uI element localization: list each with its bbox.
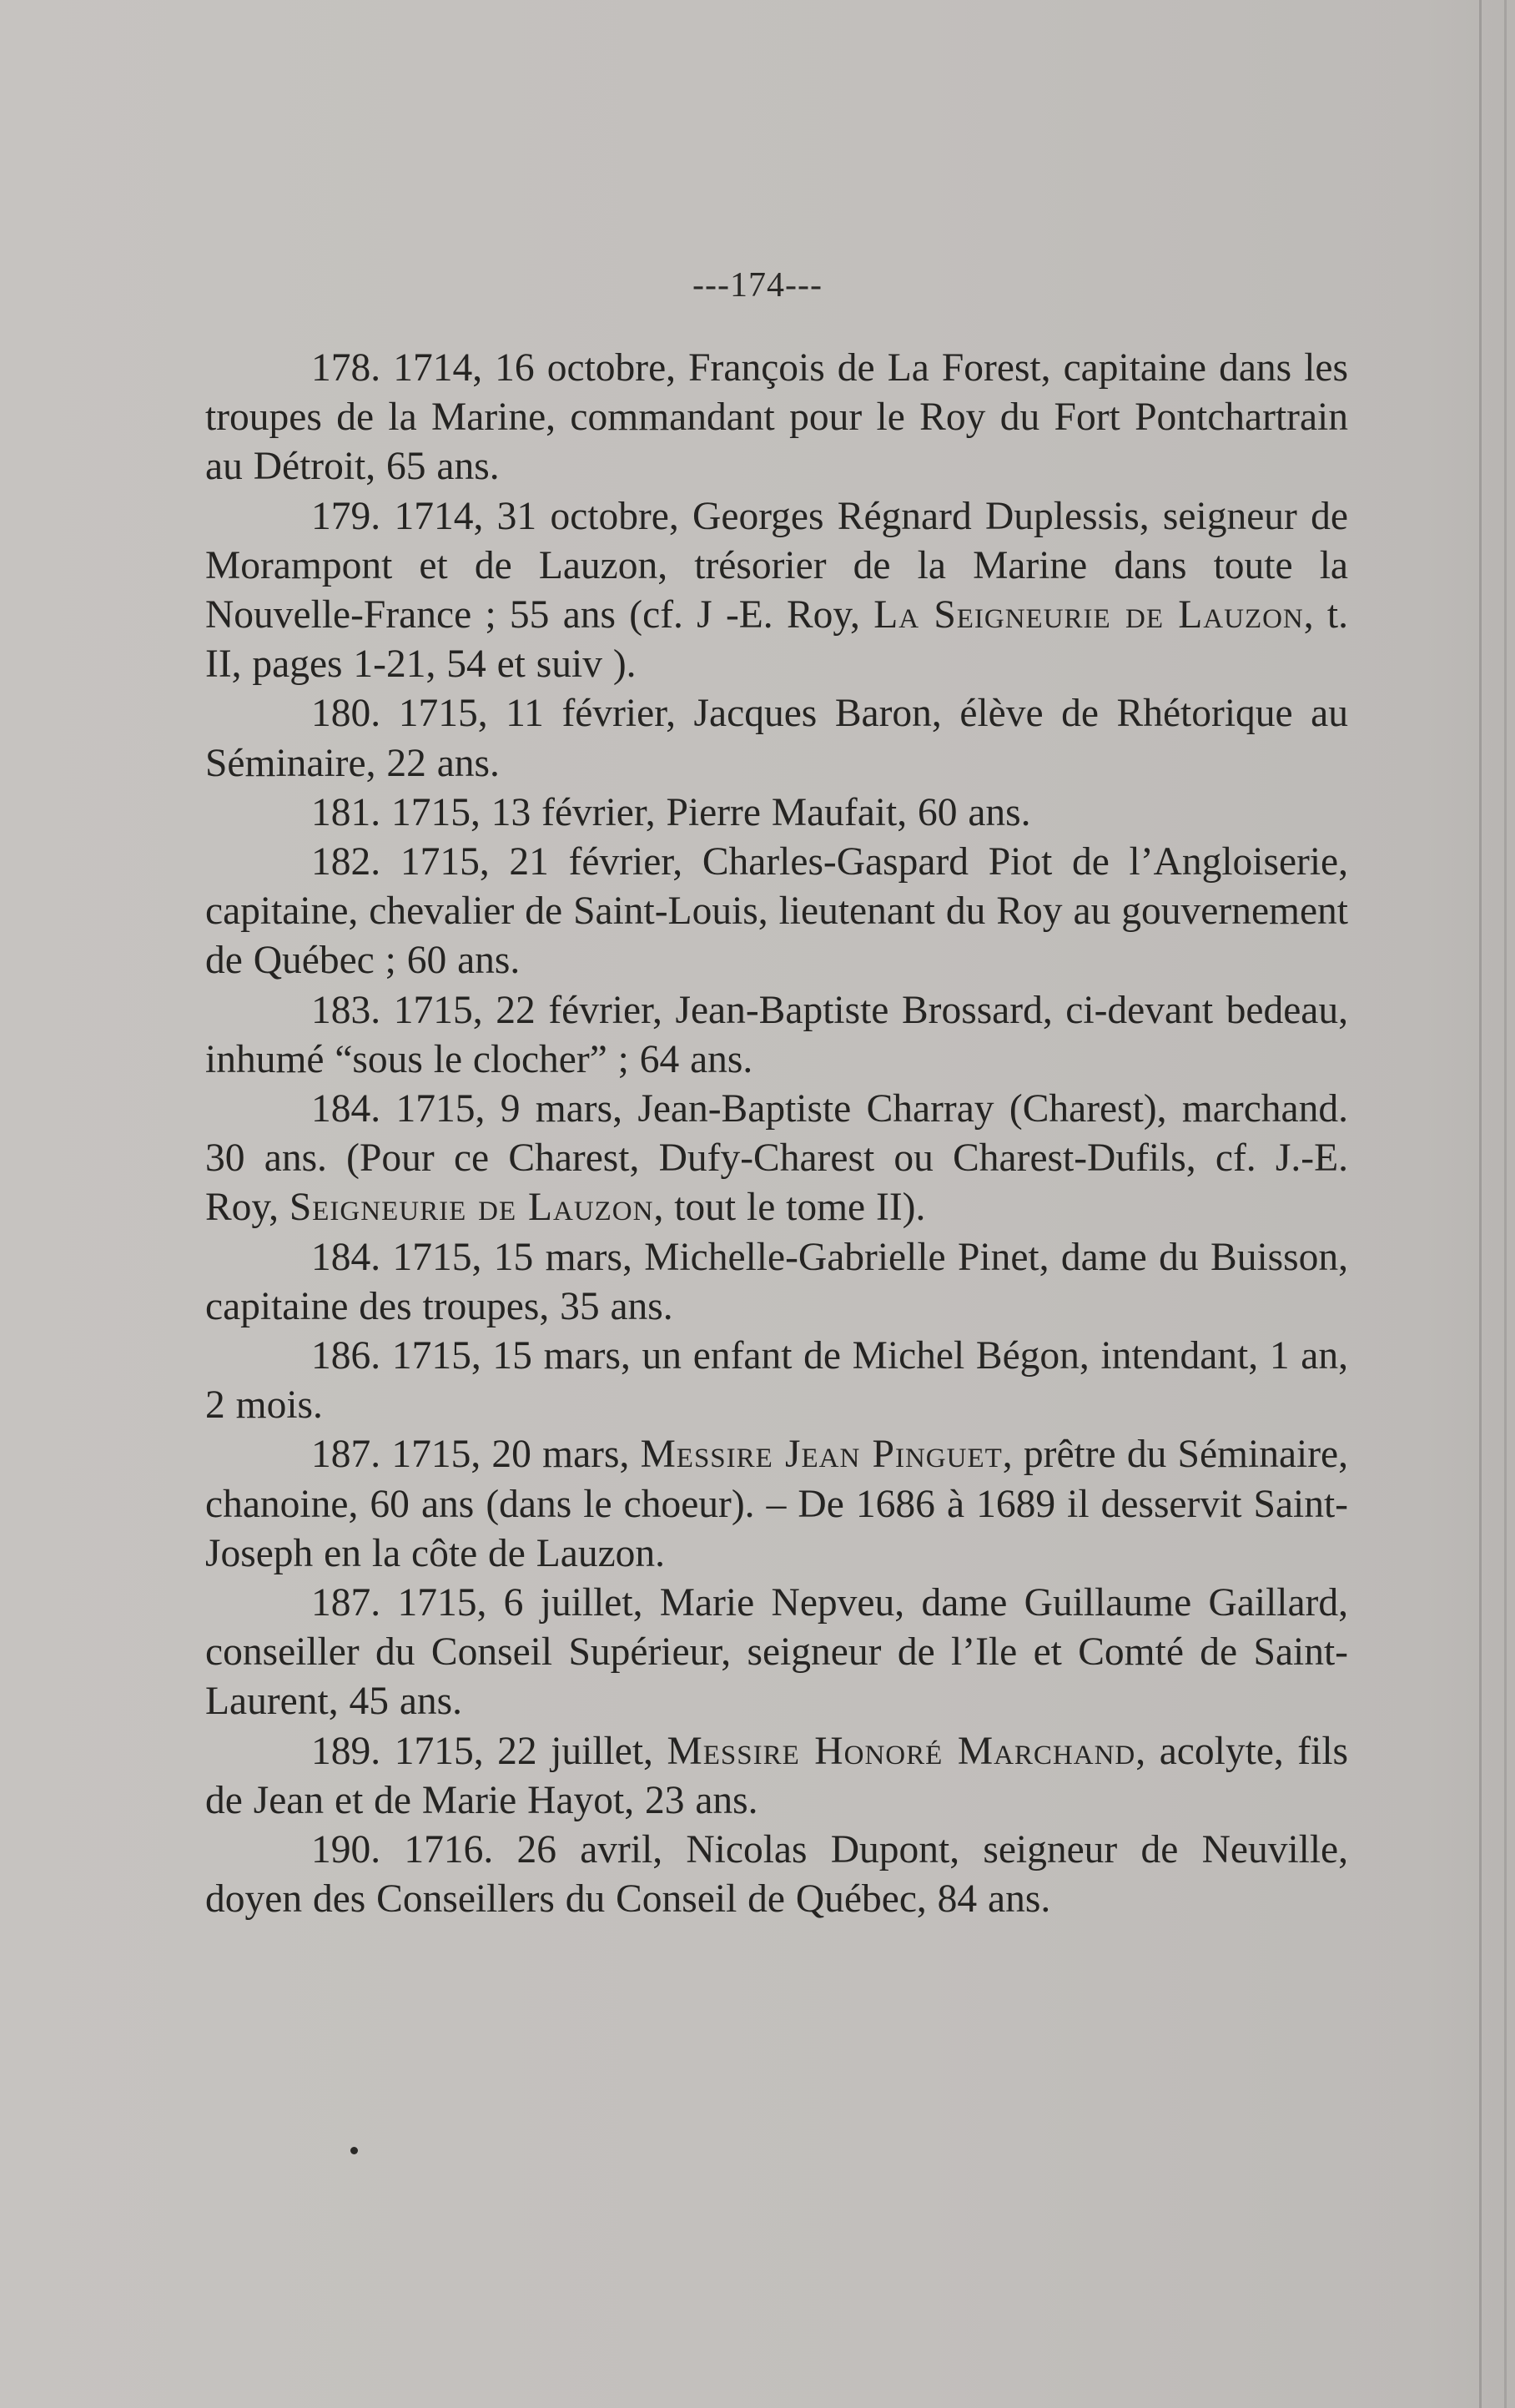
- ink-speck: [350, 2147, 358, 2154]
- entry-text: 182. 1715, 21 février, Charles-Gaspard Piot de l’Angloiserie, capitaine, chevalier de Saint-Louis, lieutenant du Roy au gouvernement de Québec ; 60 ans.: [205, 840, 1348, 983]
- register-entry: [205, 344, 1348, 492]
- register-entry: [205, 1579, 1348, 1727]
- entry-text: 184. 1715, 15 mars, Michelle-Gabrielle Pinet, dame du Buisson, capitaine des troupes, 35 ans.: [205, 1235, 1348, 1328]
- entry-text: 187. 1715, 6 juillet, Marie Nepveu, dame Guillaume Gaillard, conseiller du Conseil Supérieur, seigneur de l’Ile et Comté de Saint-Laurent, 45 ans.: [205, 1581, 1348, 1724]
- small-caps-title: La Seigneurie de Lauzon: [873, 593, 1304, 637]
- page-number: ---174---: [692, 266, 823, 305]
- page-edge-line: [1479, 0, 1482, 2408]
- register-entry: [205, 492, 1348, 690]
- register-entry: [205, 1826, 1348, 1924]
- register-entry: [205, 1085, 1348, 1233]
- register-entry: [205, 788, 1348, 838]
- entry-text: 180. 1715, 11 février, Jacques Baron, élève de Rhétorique au Séminaire, 22 ans.: [205, 692, 1348, 785]
- register-entry: [205, 1233, 1348, 1332]
- entry-text: 178. 1714, 16 octobre, François de La Forest, capitaine dans les troupes de la Marine, commandant pour le Roy du Fort Pontchartrain au Détroit, 65 ans.: [205, 346, 1348, 489]
- register-entry: [205, 1727, 1348, 1826]
- entry-text: 181. 1715, 13 février, Pierre Maufait, 60 ans.: [311, 790, 1031, 834]
- entry-text: 183. 1715, 22 février, Jean-Baptiste Brossard, ci-devant bedeau, inhumé “sous le clocher” ; 64 ans.: [205, 988, 1348, 1081]
- register-entry: [205, 838, 1348, 986]
- entry-text: 186. 1715, 15 mars, un enfant de Michel Bégon, intendant, 1 an, 2 mois.: [205, 1334, 1348, 1428]
- register-entry: [205, 986, 1348, 1085]
- entry-text: 179. 1714, 31 octobre, Georges Régnard Duplessis, seigneur de Morampont et de Lauzon, trésorier de la Marine dans toute la Nouvelle-France ; 55 ans (cf. J -E. Roy,: [205, 494, 1348, 637]
- entry-text: 190. 1716. 26 avril, Nicolas Dupont, seigneur de Neuville, doyen des Conseillers du Conseil de Québec, 84 ans.: [205, 1828, 1348, 1922]
- register-entry: [205, 1430, 1348, 1579]
- register-entry: [205, 1332, 1348, 1430]
- entry-text: 187. 1715, 20 mars,: [311, 1433, 641, 1477]
- entry-text: , t. II, pages 1-21, 54 et suiv ).: [205, 593, 1348, 687]
- small-caps-title: Messire Jean Pinguet: [640, 1433, 1003, 1477]
- page-edge-line: [1504, 0, 1507, 2408]
- burial-register-entries: [205, 344, 1348, 1925]
- small-caps-title: Messire Honoré Marchand: [667, 1729, 1136, 1773]
- small-caps-title: Seigneurie de Lauzon: [289, 1186, 654, 1230]
- entry-text: , prêtre du Séminaire, chanoine, 60 ans (dans le choeur). – De 1686 à 1689 il desservit Saint-Joseph en la côte de Lauzon.: [205, 1433, 1348, 1575]
- entry-text: 184. 1715, 9 mars, Jean-Baptiste Charray (Charest), marchand. 30 ans. (Pour ce Charest, Dufy-Charest ou Charest-Dufils, cf. J.-E. Roy,: [205, 1087, 1348, 1230]
- entry-text: , tout le tome II).: [653, 1186, 926, 1230]
- entry-text: , acolyte, fils de Jean et de Marie Hayot, 23 ans.: [205, 1729, 1348, 1822]
- entry-text: 189. 1715, 22 juillet,: [311, 1729, 667, 1773]
- register-entry: [205, 689, 1348, 788]
